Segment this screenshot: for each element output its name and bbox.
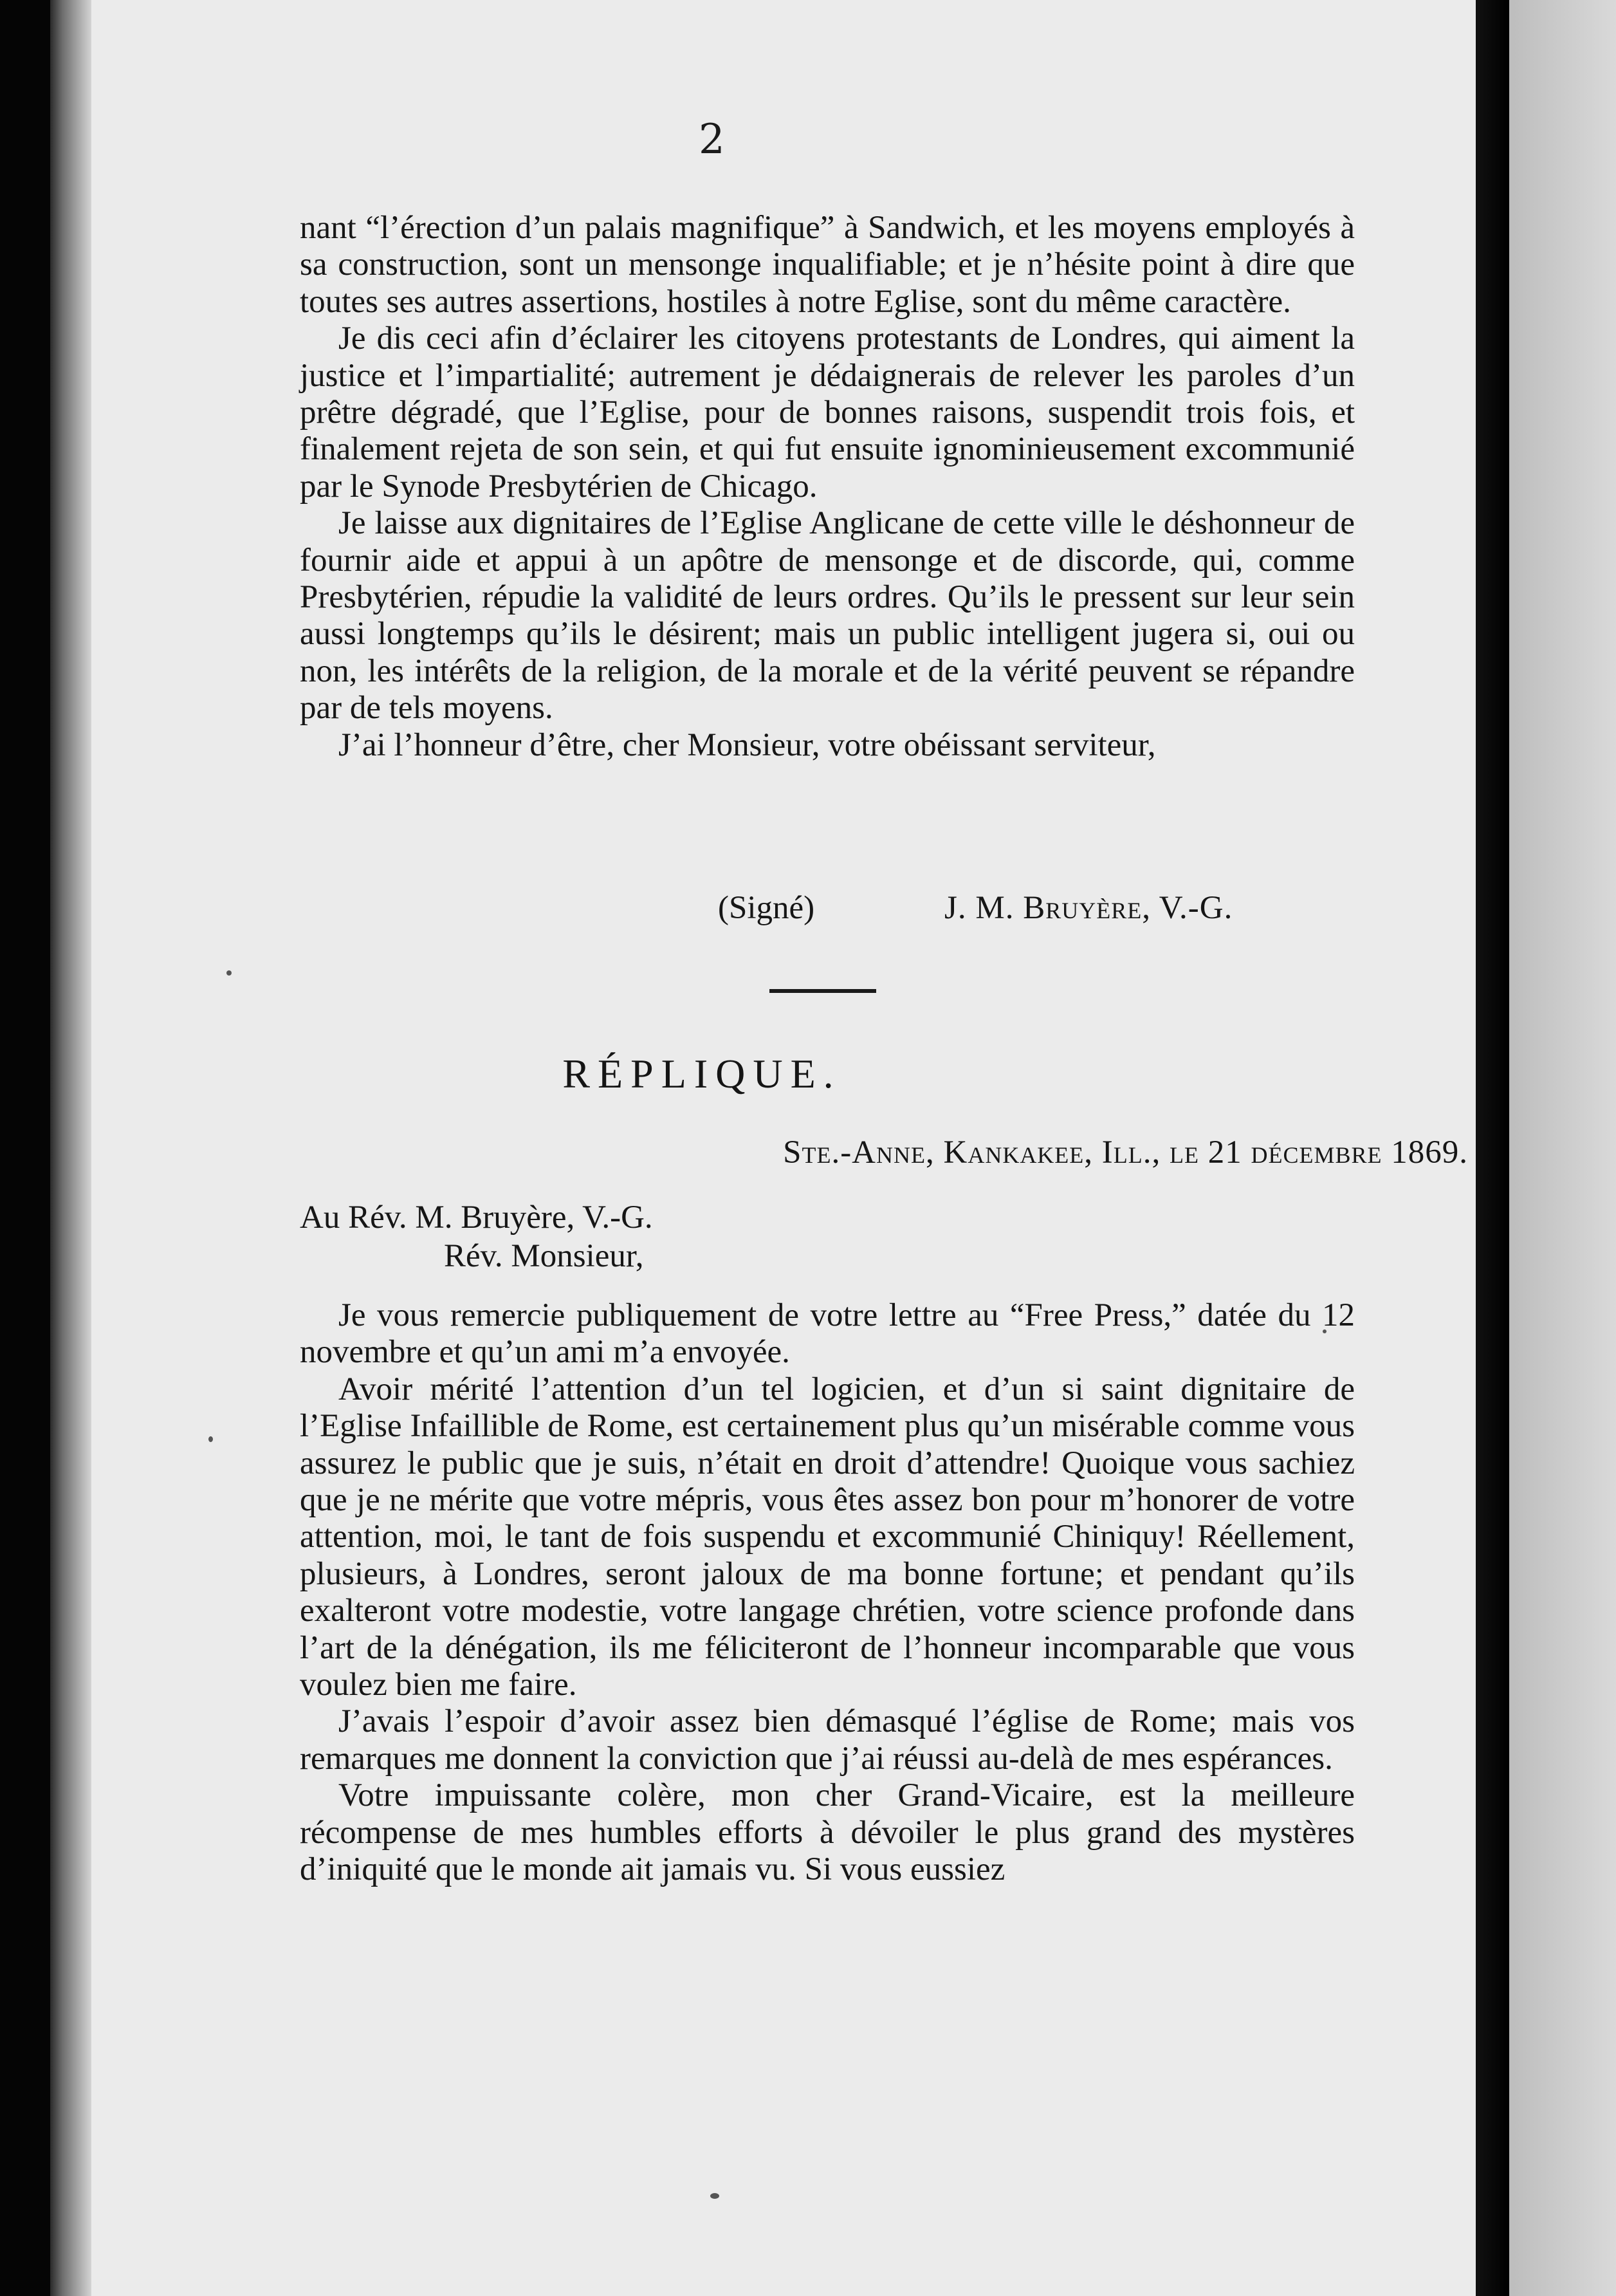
page-gutter bbox=[1476, 0, 1509, 2296]
reply-paragraph: Avoir mérité l’attention d’un tel logicien, et d’un si saint dignitaire de l’Eglise Infaillible de Rome, est certainement plus qu’un misérable comme vous assurez le public que je suis, n’était en droit d’attendre! Quoique vous sachiez que je ne mérite que votre mépris, vous êtes assez bon pour m’honorer de votre attention, moi, le tant de fois suspendu et excommunié Chiniquy! Réellement, plusieurs, à Londres, seront jaloux de ma bonne fortune; et pendant qu’ils exalteront votre modestie, votre langage chrétien, votre science profonde dans l’art de la dénégation, ils me féliciteront de l’honneur incomparable que vous voulez bien me faire. bbox=[300, 1371, 1355, 1703]
letter-body bbox=[300, 210, 1355, 764]
page-edge-shadow bbox=[50, 0, 91, 2296]
adjacent-page-edge bbox=[1509, 0, 1616, 2296]
dateline: Ste.-Anne, Kankakee, Ill., le 21 décembre 1869. bbox=[783, 1134, 1468, 1171]
letter-paragraph: nant “l’érection d’un palais magnifique” à Sandwich, et les moyens employés à sa construction, sont un mensonge inqualifiable; et je n’hésite point à dire que toutes ses autres assertions, hostiles à notre Eglise, sont du même caractère. bbox=[300, 210, 1355, 320]
salutation: Rév. Monsieur, bbox=[444, 1238, 644, 1274]
page-number: 2 bbox=[699, 116, 725, 163]
section-heading: RÉPLIQUE. bbox=[562, 1051, 841, 1097]
addressee-block bbox=[300, 1198, 653, 1275]
addressee: Au Rév. M. Bruyère, V.-G. bbox=[300, 1199, 653, 1236]
reply-paragraph: J’avais l’espoir d’avoir assez bien démasqué l’église de Rome; mais vos remarques me donnent la conviction que j’ai réussi au-delà de mes espérances. bbox=[300, 1703, 1355, 1777]
section-divider bbox=[769, 989, 876, 993]
scan-border-left bbox=[0, 0, 50, 2296]
signed-label: (Signé) bbox=[718, 890, 815, 926]
scan-speck bbox=[208, 1436, 213, 1442]
signatory-name: J. M. Bruyère, V.-G. bbox=[944, 890, 1233, 926]
reply-paragraph: Votre impuissante colère, mon cher Grand-Vicaire, est la meilleure récompense de mes humbles efforts à dévoiler le plus grand des mystères d’iniquité que le monde ait jamais vu. Si vous eussiez bbox=[300, 1777, 1355, 1888]
scan-speck bbox=[710, 2193, 719, 2199]
letter-paragraph: Je dis ceci afin d’éclairer les citoyens protestants de Londres, qui aiment la justice et l’impartialité; autrement je dédaignerais de relever les paroles d’un prêtre dégradé, que l’Eglise, pour de bonnes raisons, suspendit trois fois, et finalement rejeta de son sein, et qui fut ensuite ignominieusement excommunié par le Synode Presbytérien de Chicago. bbox=[300, 320, 1355, 505]
reply-paragraph: Je vous remercie publiquement de votre lettre au “Free Press,” datée du 12 novembre et qu’un ami m’a envoyée. bbox=[300, 1297, 1355, 1371]
letter-closing: J’ai l’honneur d’être, cher Monsieur, votre obéissant serviteur, bbox=[338, 727, 1156, 763]
scan-speck bbox=[226, 970, 232, 976]
letter-paragraph: Je laisse aux dignitaires de l’Eglise Anglicane de cette ville le déshonneur de fournir aide et appui à un apôtre de mensonge et de discorde, qui, comme Presbytérien, répudie la validité de leurs ordres. Qu’ils le pressent sur leur sein aussi longtemps qu’ils le désirent; mais un public intelligent jugera si, oui ou non, les intérêts de la religion, de la morale et de la vérité peuvent se répandre par de tels moyens. bbox=[300, 505, 1355, 727]
reply-body bbox=[300, 1297, 1355, 1889]
